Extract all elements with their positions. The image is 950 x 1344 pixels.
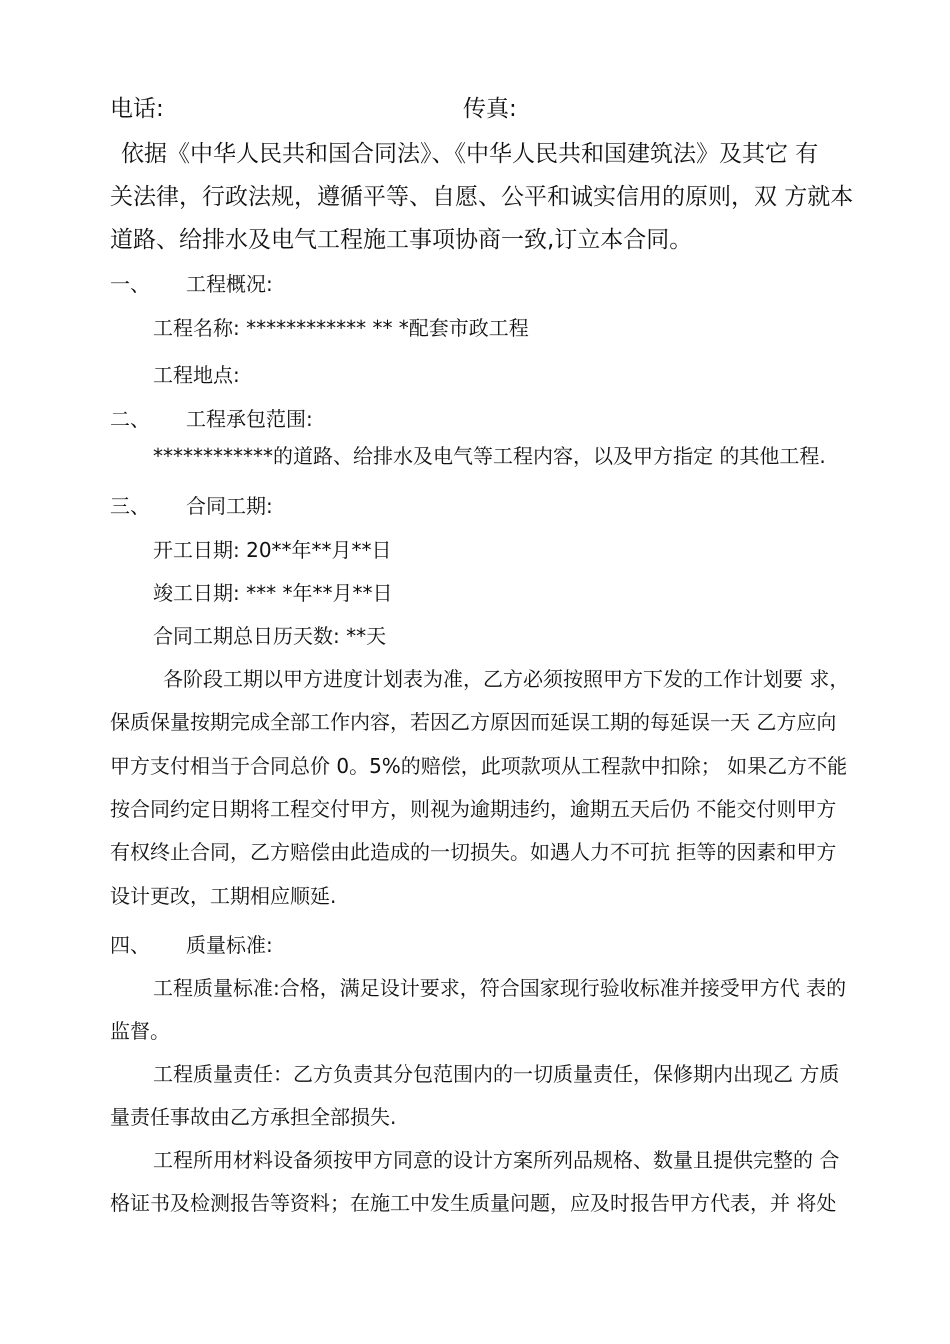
intro-line-1: 依据《中华人民共和国合同法》、《中华人民共和国建筑法》及其它 有: [121, 141, 819, 167]
materials-line-2: 格证书及检测报告等资料；在施工中发生质量问题，应及时报告甲方代表，并 将处: [110, 1191, 837, 1215]
intro-line-3: 道路、给排水及电气工程施工事项协商一致,订立本合同。: [110, 227, 693, 253]
end-date-line: 竣工日期: *** *年**月**日: [153, 581, 393, 605]
start-date-line: 开工日期: 20**年**月**日: [153, 538, 392, 562]
section-4-title: 质量标准:: [186, 933, 273, 957]
total-days-line: 合同工期总日历天数: **天: [153, 624, 387, 648]
section-3-title: 合同工期:: [186, 494, 273, 518]
schedule-para-line-4: 按合同约定日期将工程交付甲方，则视为逾期违约，逾期五天后仍 不能交付则甲方: [110, 797, 837, 821]
intro-line-2: 关法律，行政法规，遵循平等、自愿、公平和诚实信用的原则，双 方就本: [110, 184, 854, 210]
phone-label: 电话:: [110, 96, 164, 122]
section-3-number: 三、: [110, 494, 150, 518]
project-name-line: 工程名称: ************ ** *配套市政工程: [153, 316, 529, 340]
quality-standard-line-2: 监督。: [110, 1019, 170, 1043]
materials-line-1: 工程所用材料设备须按甲方同意的设计方案所列品规格、数量且提供完整的 合: [153, 1148, 840, 1172]
scope-line: ************的道路、给排水及电气等工程内容，以及甲方指定 的其他工程.: [153, 444, 826, 468]
section-2-title: 工程承包范围:: [186, 407, 313, 431]
quality-responsibility-line-2: 量责任事故由乙方承担全部损失.: [110, 1105, 397, 1129]
section-1-title: 工程概况:: [186, 272, 273, 296]
section-2-number: 二、: [110, 407, 150, 431]
schedule-para-line-6: 设计更改，工期相应顺延.: [110, 884, 337, 908]
quality-responsibility-line-1: 工程质量责任：乙方负责其分包范围内的一切质量责任，保修期内出现乙 方质: [153, 1062, 840, 1086]
schedule-para-line-5: 有权终止合同，乙方赔偿由此造成的一切损失。如遇人力不可抗 拒等的因素和甲方: [110, 840, 837, 864]
section-1-number: 一、: [110, 272, 150, 296]
schedule-para-line-3: 甲方支付相当于合同总价 0。5%的赔偿，此项款项从工程款中扣除； 如果乙方不能: [110, 754, 848, 778]
schedule-para-line-2: 保质保量按期完成全部工作内容，若因乙方原因而延误工期的每延误一天 乙方应向: [110, 710, 837, 734]
quality-standard-line-1: 工程质量标准:合格，满足设计要求，符合国家现行验收标准并接受甲方代 表的: [153, 976, 847, 1000]
fax-label: 传真:: [463, 96, 517, 122]
project-location-line: 工程地点:: [153, 363, 240, 387]
section-4-number: 四、: [110, 933, 150, 957]
schedule-para-line-1: 各阶段工期以甲方进度计划表为准，乙方必须按照甲方下发的工作计划要 求，: [163, 667, 850, 691]
